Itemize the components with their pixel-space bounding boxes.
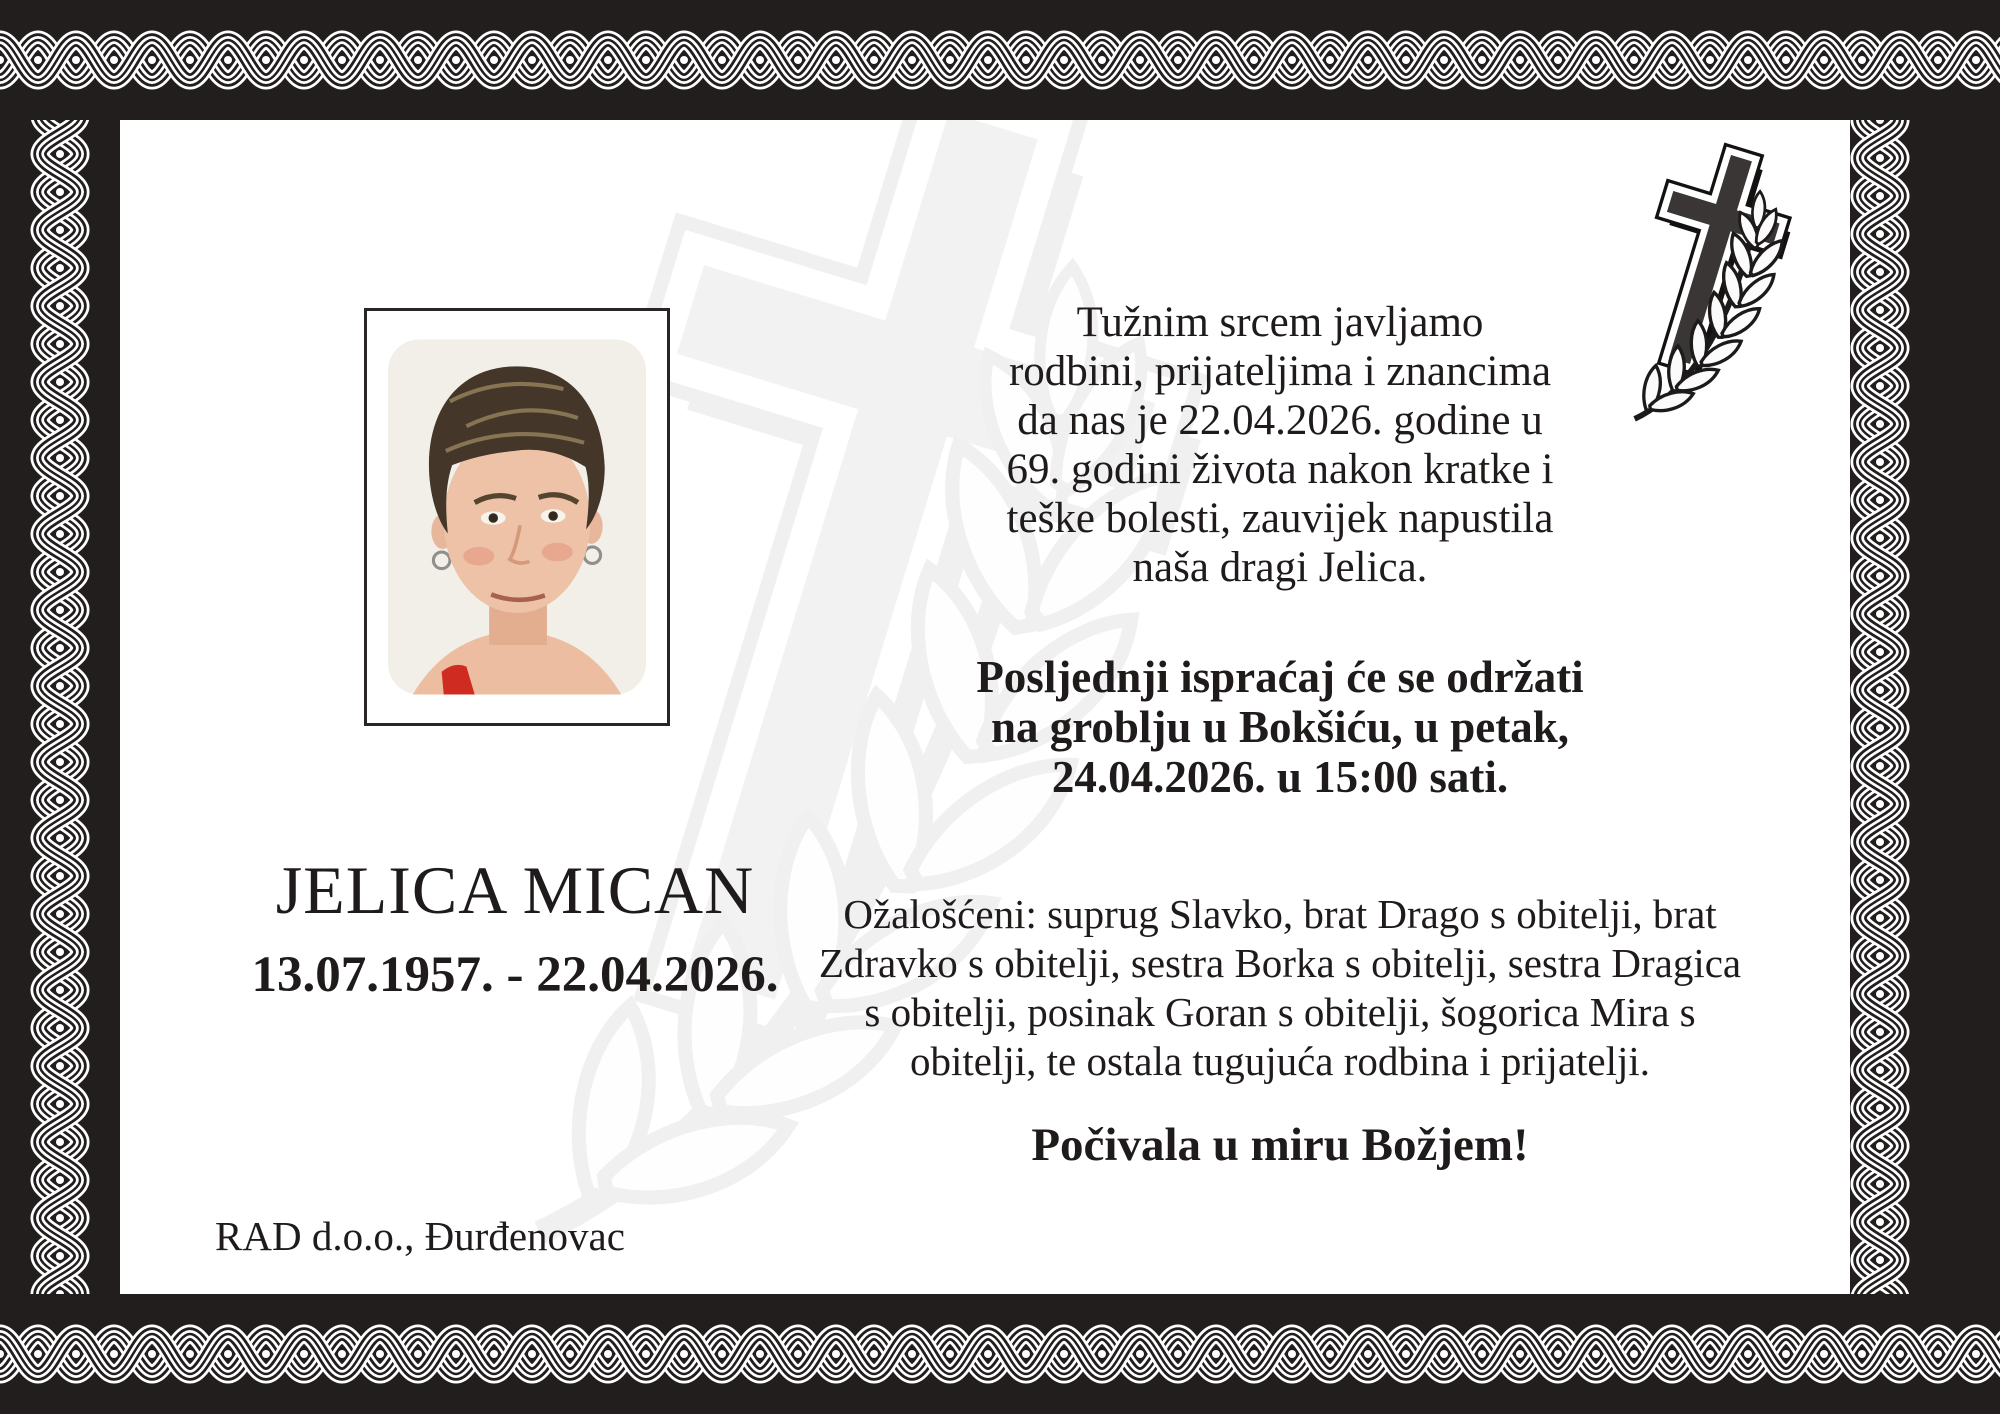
deceased-name: JELICA MICAN — [275, 852, 755, 928]
mourners-line: Zdravko s obitelji, sestra Borka s obitelji, sestra Dragica — [818, 940, 1742, 986]
mourners-line: obitelji, te ostala tugujuća rodbina i prijatelji. — [909, 1038, 1651, 1084]
publisher-line: RAD d.o.o., Đurđenovac — [215, 1213, 625, 1259]
announcement-line: rodbini, prijateljima i znancima — [1008, 348, 1552, 395]
announcement-line: 69. godini života nakon kratke i — [1006, 446, 1554, 493]
deceased-name-block — [165, 852, 865, 1004]
portrait-photo — [364, 308, 670, 726]
funeral-line: 24.04.2026. u 15:00 sati. — [1051, 752, 1509, 802]
announcement-line: naša dragi Jelica. — [1132, 544, 1428, 591]
announcement-line: teške bolesti, zauvijek napustila — [1006, 495, 1554, 542]
announcement-line: da nas je 22.04.2026. godine u — [1017, 397, 1543, 444]
deceased-dates: 13.07.1957. - 22.04.2026. — [251, 947, 779, 1003]
announcement-paragraph — [780, 298, 1780, 592]
mourners-paragraph — [790, 890, 1770, 1086]
closing-line: Počivala u miru Božjem! — [1031, 1119, 1529, 1171]
mourners-line: s obitelji, posinak Goran s obitelji, šogorica Mira s — [864, 989, 1696, 1035]
mourners-line: Ožalošćeni: suprug Slavko, brat Drago s obitelji, brat — [843, 891, 1717, 937]
funeral-line: na groblju u Bokšiću, u petak, — [990, 702, 1570, 752]
funeral-details-paragraph — [780, 652, 1780, 802]
funeral-line: Posljednji ispraćaj će se održati — [976, 652, 1584, 702]
announcement-line: Tužnim srcem javljamo — [1076, 299, 1484, 346]
